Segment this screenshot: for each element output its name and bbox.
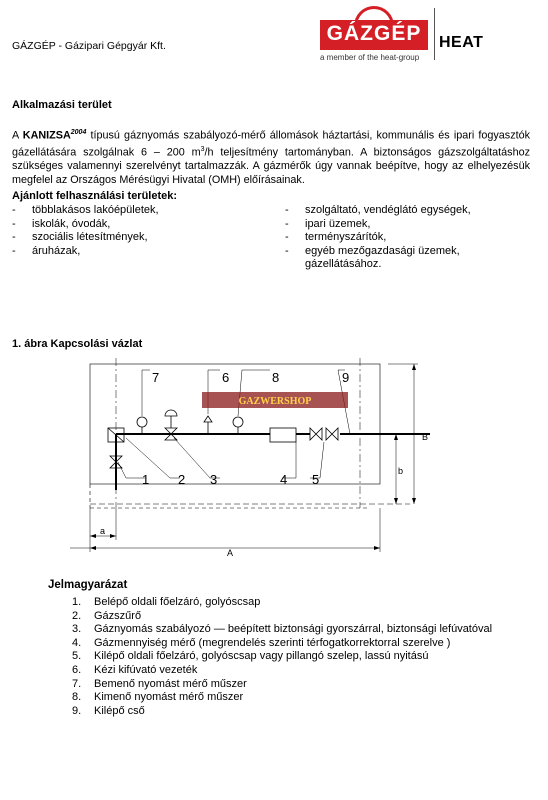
label-7: 7: [152, 370, 160, 385]
leader-7: [142, 370, 150, 416]
header-divider: [434, 8, 435, 60]
leader-2: [126, 438, 180, 478]
legend-num: 5.: [72, 650, 82, 663]
para-mid: típusú gáznyomás szabályozó-mérő állomások háztartási, kommunális és ipari fogyasztók gázellátására szolgálnak 6 – 200 m: [12, 129, 530, 159]
legend-text: Kimenő nyomást mérő műszer: [94, 691, 244, 704]
logo-text: GÁZGÉP: [326, 22, 422, 45]
list-item: - terményszárítók,: [285, 231, 471, 245]
gazgep-logo: [320, 6, 428, 52]
legend-item: [72, 610, 492, 624]
uses-right-list: [285, 204, 471, 272]
logo-subtitle: a member of the heat-group: [320, 53, 420, 62]
legend-num: 6.: [72, 663, 82, 676]
dim-b-label: b: [398, 466, 404, 476]
gas-meter-icon: [270, 428, 296, 442]
label-8: 8: [272, 370, 280, 385]
label-6: 6: [222, 370, 230, 385]
label-1: 1: [142, 472, 150, 487]
legend-item: [72, 691, 492, 705]
legend-text: Gáznyomás szabályozó — beépített biztonsági gyorszárral, biztonsági lefúvatóval: [94, 623, 493, 636]
legend-item: [72, 650, 492, 664]
figure-title: 1. ábra Kapcsolási vázlat: [12, 338, 143, 350]
list-item: - többlakásos lakóépületek,: [12, 204, 159, 218]
butterfly-valve-icon: [326, 428, 338, 440]
legend-text: Gázszűrő: [94, 609, 142, 622]
legend-text: Bemenő nyomást mérő műszer: [94, 677, 247, 690]
list-item: - szolgáltató, vendéglátó egységek,: [285, 204, 471, 218]
brand-year: 2004: [70, 129, 87, 136]
legend-item: [72, 623, 492, 637]
list-item: - ipari üzemek,: [285, 218, 471, 232]
legend-item: [72, 664, 492, 678]
intro-paragraph: [12, 126, 530, 187]
legend-item: [72, 705, 492, 719]
list-item: - szociális létesítmények,: [12, 231, 159, 245]
label-9: 9: [342, 370, 350, 385]
list-item-continuation: gázellátásához.: [305, 258, 382, 270]
list-item: - iskolák, óvodák,: [12, 218, 159, 232]
legend-num: 7.: [72, 677, 82, 690]
list-item: - egyéb mezőgazdasági üzemek,: [285, 245, 471, 259]
heat-brand: HEAT: [439, 34, 484, 51]
leader-1: [118, 462, 145, 478]
label-2: 2: [178, 472, 186, 487]
legend-item: [72, 678, 492, 692]
uses-title: Ajánlott felhasználási területek:: [12, 190, 178, 202]
uses-left-list: [12, 204, 159, 258]
company-name: GÁZGÉP - Gázipari Gépgyár Kft.: [12, 40, 166, 52]
legend-text: Kilépő cső: [94, 704, 145, 717]
legend-text: Belépő oldali főelzáró, golyóscsap: [94, 596, 261, 608]
legend-item: [72, 596, 492, 610]
para-rest: /h teljesítmény tartományban. A biztonságos gázszolgáltatáshoz szükséges valamennyi szerelvényt tartalmazzák. A gázmérők úgy vannak beépítve, hogy az elhelyezésük megfelel az Országos Mérésügyi Hivatal (OMH) előírásainak.: [12, 146, 530, 187]
legend-num: 8.: [72, 691, 82, 704]
dim-A-label: A: [226, 548, 234, 558]
brand-name: KANIZSA: [22, 129, 71, 142]
legend-num: 1.: [72, 596, 82, 608]
ball-valve-outlet-icon: [310, 428, 322, 440]
legend-num: 2.: [72, 609, 82, 622]
regulator-head-icon: [165, 410, 177, 416]
list-item: - áruházak,: [12, 245, 159, 259]
dim-B-label: B: [422, 432, 429, 442]
legend-text: Kézi kifúvató vezeték: [94, 663, 198, 676]
label-4: 4: [280, 472, 288, 487]
outlet-gauge-icon: [233, 417, 243, 427]
connection-diagram: [70, 358, 470, 568]
legend-num: 4.: [72, 636, 82, 649]
legend-num: 9.: [72, 704, 82, 717]
outer-frame: [90, 484, 370, 508]
legend-num: 3.: [72, 623, 82, 636]
legend-text: Gázmennyiség mérő (megrendelés szerinti térfogatkorrektorral szerelve ): [94, 636, 451, 649]
unit-superscript: 3: [200, 145, 205, 153]
legend-list: [72, 596, 492, 718]
dim-a-label: a: [100, 526, 106, 536]
inlet-gauge-icon: [137, 417, 147, 427]
legend-item: [72, 637, 492, 651]
label-5: 5: [312, 472, 320, 487]
housing-outline: [90, 364, 380, 484]
legend-text: Kilépő oldali főelzáró, golyóscsap vagy pillangó szelep, lassú nyitású: [94, 650, 429, 663]
section-title: Alkalmazási terület: [12, 99, 112, 111]
watermark-text: GAZWERSHOP: [238, 396, 312, 407]
para-lead: A: [12, 129, 23, 142]
legend-title: Jelmagyarázat: [48, 579, 128, 591]
label-3: 3: [210, 472, 218, 487]
blowoff-valve-icon: [204, 416, 212, 422]
